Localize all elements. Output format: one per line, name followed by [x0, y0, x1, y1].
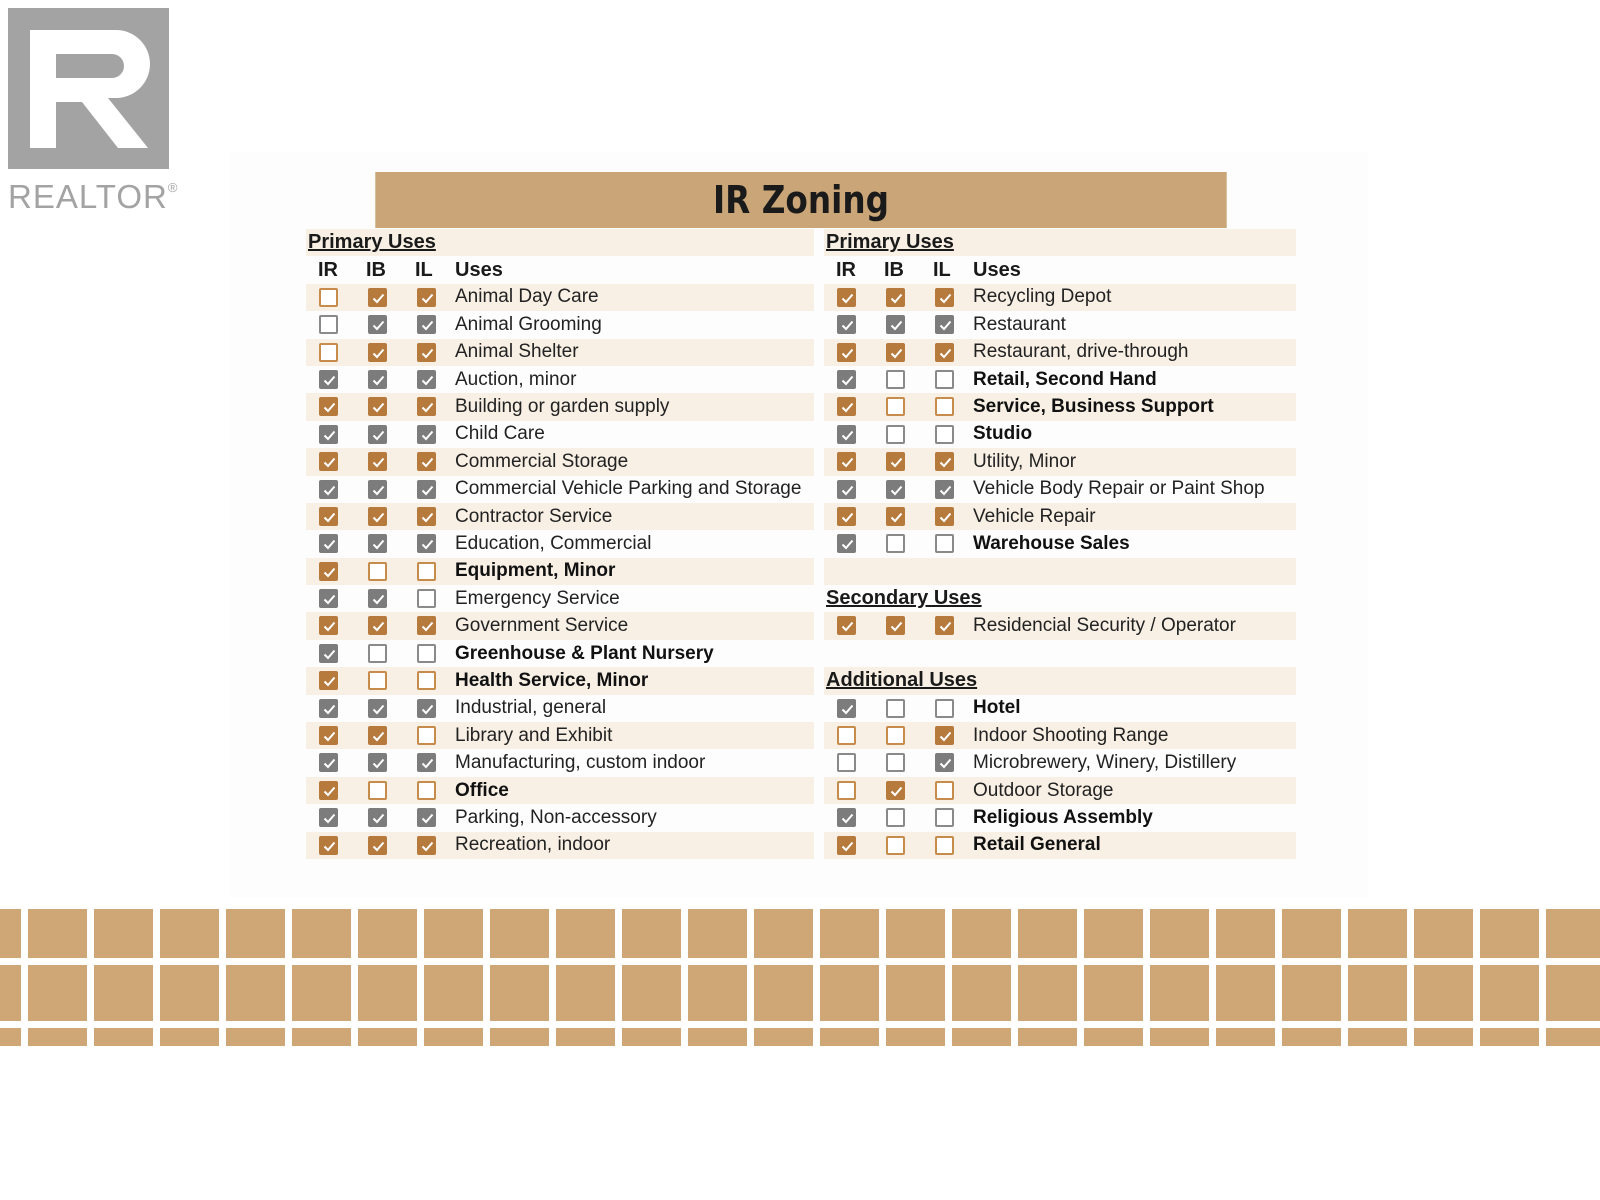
use-row — [824, 339, 1296, 366]
use-label: Warehouse Sales — [973, 532, 1130, 554]
use-row — [824, 476, 1296, 503]
use-row — [306, 722, 814, 749]
checkbox-ib — [368, 370, 387, 389]
tile — [0, 965, 21, 1021]
use-label: Library and Exhibit — [455, 724, 613, 746]
checkbox-ib — [886, 781, 905, 800]
tile — [1150, 1028, 1209, 1046]
checkbox-ib — [368, 836, 387, 855]
checkbox-ir — [319, 397, 338, 416]
checkbox-il — [417, 507, 436, 526]
checkbox-il — [935, 534, 954, 553]
tile — [1480, 965, 1539, 1021]
use-row — [306, 612, 814, 639]
checkbox-ib — [368, 671, 387, 690]
tile — [952, 965, 1011, 1021]
use-row — [306, 749, 814, 776]
use-label: Industrial, general — [455, 697, 607, 719]
use-label: Building or garden supply — [455, 396, 670, 418]
left-column — [306, 229, 814, 859]
use-row — [306, 530, 814, 557]
checkbox-ib — [368, 288, 387, 307]
checkbox-il — [417, 753, 436, 772]
checkbox-il — [935, 397, 954, 416]
tile — [1018, 909, 1077, 958]
use-label: Residencial Security / Operator — [973, 615, 1236, 637]
use-label: Office — [455, 779, 509, 801]
checkbox-ir — [837, 343, 856, 362]
tile — [754, 909, 813, 958]
checkbox-ir — [319, 808, 338, 827]
checkbox-il — [935, 699, 954, 718]
checkbox-il — [417, 397, 436, 416]
use-label: Religious Assembly — [973, 806, 1153, 828]
use-label: Contractor Service — [455, 505, 613, 527]
tile — [490, 909, 549, 958]
checkbox-ir — [319, 480, 338, 499]
realtor-r-mark-icon — [8, 8, 169, 169]
tile — [1546, 965, 1600, 1021]
use-row — [824, 530, 1296, 557]
checkbox-ir — [319, 562, 338, 581]
checkbox-ir — [837, 507, 856, 526]
checkbox-ib — [886, 753, 905, 772]
use-row — [824, 749, 1296, 776]
tile — [1018, 965, 1077, 1021]
checkbox-ib — [368, 452, 387, 471]
use-row — [824, 448, 1296, 475]
use-label: Greenhouse & Plant Nursery — [455, 642, 714, 664]
tile — [556, 965, 615, 1021]
use-row — [824, 366, 1296, 393]
checkbox-ib — [886, 425, 905, 444]
checkbox-ib — [368, 644, 387, 663]
use-row — [306, 476, 814, 503]
use-label: Recreation, indoor — [455, 834, 611, 856]
use-row — [824, 284, 1296, 311]
checkbox-il — [417, 671, 436, 690]
use-label: Commercial Vehicle Parking and Storage — [455, 478, 802, 500]
tile — [1282, 965, 1341, 1021]
use-row — [824, 722, 1296, 749]
use-row — [306, 311, 814, 338]
checkbox-il — [935, 370, 954, 389]
checkbox-ir — [319, 781, 338, 800]
tile — [886, 965, 945, 1021]
checkbox-il — [417, 288, 436, 307]
tile — [28, 1028, 87, 1046]
header-ib: IB — [366, 258, 386, 281]
use-row — [306, 366, 814, 393]
use-row — [306, 503, 814, 530]
left-use-list — [306, 284, 814, 859]
tile — [1084, 965, 1143, 1021]
checkbox-ir — [319, 616, 338, 635]
checkbox-ir — [319, 315, 338, 334]
tile — [160, 965, 219, 1021]
use-row — [306, 777, 814, 804]
checkbox-il — [935, 808, 954, 827]
checkbox-il — [417, 699, 436, 718]
checkbox-ir — [319, 452, 338, 471]
checkbox-ir — [837, 753, 856, 772]
checkbox-ir — [319, 425, 338, 444]
use-row — [306, 804, 814, 831]
checkbox-ir — [837, 452, 856, 471]
checkbox-ib — [368, 781, 387, 800]
tile — [28, 909, 87, 958]
tile — [1216, 909, 1275, 958]
checkbox-il — [417, 808, 436, 827]
checkbox-ib — [368, 589, 387, 608]
checkbox-ir — [319, 699, 338, 718]
tile — [1150, 965, 1209, 1021]
use-label: Education, Commercial — [455, 532, 652, 554]
header-uses: Uses — [455, 258, 503, 281]
checkbox-ir — [319, 726, 338, 745]
checkbox-ir — [837, 781, 856, 800]
use-row — [306, 558, 814, 585]
tile — [1282, 1028, 1341, 1046]
use-row — [306, 640, 814, 667]
checkbox-ib — [368, 397, 387, 416]
checkbox-ib — [368, 699, 387, 718]
checkbox-ib — [368, 480, 387, 499]
checkbox-ir — [837, 480, 856, 499]
tile — [1216, 965, 1275, 1021]
tile — [1018, 1028, 1077, 1046]
use-label: Restaurant — [973, 313, 1066, 335]
tile — [622, 1028, 681, 1046]
header-il: IL — [933, 258, 951, 281]
use-row — [306, 284, 814, 311]
tile — [952, 909, 1011, 958]
tile — [160, 1028, 219, 1046]
checkbox-il — [417, 315, 436, 334]
header-ir: IR — [836, 258, 856, 281]
checkbox-ir — [837, 726, 856, 745]
tile — [358, 1028, 417, 1046]
tile — [1348, 909, 1407, 958]
checkbox-il — [417, 480, 436, 499]
spacer-row — [824, 640, 1296, 667]
use-label: Auction, minor — [455, 368, 577, 390]
checkbox-ir — [837, 534, 856, 553]
checkbox-ib — [886, 507, 905, 526]
checkbox-ib — [368, 726, 387, 745]
checkbox-ir — [319, 671, 338, 690]
tile — [1546, 909, 1600, 958]
use-label: Hotel — [973, 697, 1021, 719]
checkbox-il — [417, 726, 436, 745]
checkbox-ir — [319, 644, 338, 663]
use-row — [306, 339, 814, 366]
header-il: IL — [415, 258, 433, 281]
checkbox-ib — [368, 562, 387, 581]
checkbox-ir — [837, 397, 856, 416]
tile — [556, 1028, 615, 1046]
tile — [556, 909, 615, 958]
use-label: Parking, Non-accessory — [455, 806, 657, 828]
right-secondary-list — [824, 612, 1296, 639]
use-row — [824, 832, 1296, 859]
page-title: IR Zoning — [375, 172, 1226, 228]
use-label: Emergency Service — [455, 587, 620, 609]
header-ir: IR — [318, 258, 338, 281]
checkbox-il — [935, 507, 954, 526]
checkbox-ir — [837, 288, 856, 307]
tile — [1150, 909, 1209, 958]
checkbox-il — [417, 343, 436, 362]
checkbox-il — [935, 288, 954, 307]
checkbox-ib — [886, 616, 905, 635]
use-row — [824, 695, 1296, 722]
tile — [1282, 909, 1341, 958]
tile — [820, 1028, 879, 1046]
tile — [688, 1028, 747, 1046]
tile — [1216, 1028, 1275, 1046]
tile — [688, 909, 747, 958]
use-label: Recycling Depot — [973, 286, 1112, 308]
checkbox-ir — [837, 370, 856, 389]
checkbox-il — [417, 836, 436, 855]
use-label: Vehicle Body Repair or Paint Shop — [973, 478, 1265, 500]
tile-row — [0, 1028, 1600, 1046]
tile — [358, 909, 417, 958]
checkbox-ib — [886, 480, 905, 499]
checkbox-il — [935, 343, 954, 362]
checkbox-il — [417, 781, 436, 800]
tile — [1348, 1028, 1407, 1046]
tile — [754, 1028, 813, 1046]
tile — [424, 965, 483, 1021]
checkbox-il — [935, 315, 954, 334]
checkbox-ib — [886, 343, 905, 362]
checkbox-il — [417, 644, 436, 663]
tile — [424, 909, 483, 958]
use-row — [824, 612, 1296, 639]
checkbox-il — [935, 836, 954, 855]
use-label: Microbrewery, Winery, Distillery — [973, 752, 1237, 774]
tile — [0, 1028, 21, 1046]
checkbox-il — [417, 534, 436, 553]
tile — [160, 909, 219, 958]
use-row — [306, 667, 814, 694]
use-row — [306, 832, 814, 859]
right-additional-list — [824, 695, 1296, 859]
right-column — [824, 229, 1296, 859]
tile — [292, 965, 351, 1021]
checkbox-il — [935, 480, 954, 499]
tile — [226, 1028, 285, 1046]
use-row — [306, 393, 814, 420]
checkbox-ir — [319, 288, 338, 307]
use-label: Equipment, Minor — [455, 560, 616, 582]
checkbox-ir — [319, 343, 338, 362]
checkbox-ib — [368, 425, 387, 444]
column-headers — [306, 256, 814, 283]
tile — [292, 909, 351, 958]
tile — [1414, 909, 1473, 958]
use-row — [306, 421, 814, 448]
use-label: Retail, Second Hand — [973, 368, 1157, 390]
section-heading: Primary Uses — [306, 229, 814, 256]
tile-row — [0, 965, 1600, 1021]
checkbox-ib — [886, 726, 905, 745]
checkbox-ib — [368, 616, 387, 635]
tile — [952, 1028, 1011, 1046]
tile — [622, 965, 681, 1021]
checkbox-il — [417, 616, 436, 635]
tile — [820, 909, 879, 958]
use-label: Manufacturing, custom indoor — [455, 752, 706, 774]
tile — [424, 1028, 483, 1046]
use-label: Utility, Minor — [973, 450, 1077, 472]
use-label: Outdoor Storage — [973, 779, 1114, 801]
tile — [226, 909, 285, 958]
checkbox-ib — [886, 699, 905, 718]
use-label: Indoor Shooting Range — [973, 724, 1169, 746]
header-uses: Uses — [973, 258, 1021, 281]
checkbox-ib — [886, 836, 905, 855]
checkbox-ir — [319, 753, 338, 772]
tile — [94, 909, 153, 958]
checkbox-ir — [319, 370, 338, 389]
checkbox-ib — [886, 370, 905, 389]
use-row — [824, 311, 1296, 338]
tile — [1084, 1028, 1143, 1046]
tile — [226, 965, 285, 1021]
realtor-logo — [8, 8, 188, 218]
tile — [1480, 909, 1539, 958]
tile — [1414, 965, 1473, 1021]
tile — [358, 965, 417, 1021]
use-row — [824, 421, 1296, 448]
tile — [622, 909, 681, 958]
tile — [1480, 1028, 1539, 1046]
checkbox-ib — [886, 288, 905, 307]
use-row — [824, 777, 1296, 804]
checkbox-il — [935, 781, 954, 800]
use-row — [306, 448, 814, 475]
tile — [490, 965, 549, 1021]
checkbox-ir — [837, 315, 856, 334]
section-heading: Secondary Uses — [826, 587, 982, 610]
use-label: Service, Business Support — [973, 396, 1214, 418]
checkbox-il — [935, 753, 954, 772]
use-row — [306, 585, 814, 612]
tile — [28, 965, 87, 1021]
checkbox-ib — [886, 397, 905, 416]
column-headers — [824, 256, 1296, 283]
checkbox-il — [935, 726, 954, 745]
checkbox-il — [935, 425, 954, 444]
tile — [292, 1028, 351, 1046]
tile — [688, 965, 747, 1021]
checkbox-ib — [886, 315, 905, 334]
tile — [820, 965, 879, 1021]
use-label: Retail General — [973, 834, 1101, 856]
spacer-row — [824, 558, 1296, 585]
checkbox-ir — [837, 699, 856, 718]
tile — [1414, 1028, 1473, 1046]
checkbox-ib — [368, 343, 387, 362]
section-heading: Additional Uses — [824, 667, 1296, 694]
use-label: Restaurant, drive-through — [973, 341, 1189, 363]
checkbox-il — [417, 589, 436, 608]
checkbox-il — [935, 616, 954, 635]
use-label: Studio — [973, 423, 1033, 445]
checkbox-il — [417, 425, 436, 444]
realtor-wordmark: REALTOR® — [8, 178, 179, 215]
tile — [0, 909, 21, 958]
checkbox-ib — [368, 315, 387, 334]
use-label: Child Care — [455, 423, 545, 445]
decorative-tile-band — [0, 909, 1600, 1049]
tile — [94, 965, 153, 1021]
use-label: Vehicle Repair — [973, 505, 1096, 527]
use-row — [306, 695, 814, 722]
checkbox-il — [935, 452, 954, 471]
checkbox-il — [417, 452, 436, 471]
tile — [1084, 909, 1143, 958]
right-primary-list — [824, 284, 1296, 558]
tile — [886, 909, 945, 958]
checkbox-ib — [886, 452, 905, 471]
tile — [886, 1028, 945, 1046]
tile — [94, 1028, 153, 1046]
tile — [754, 965, 813, 1021]
header-ib: IB — [884, 258, 904, 281]
tile — [1546, 1028, 1600, 1046]
checkbox-ib — [886, 534, 905, 553]
checkbox-ir — [837, 836, 856, 855]
checkbox-il — [417, 562, 436, 581]
checkbox-ib — [368, 753, 387, 772]
checkbox-ir — [319, 534, 338, 553]
use-label: Animal Day Care — [455, 286, 599, 308]
section-heading: Primary Uses — [824, 229, 1296, 256]
use-label: Animal Shelter — [455, 341, 579, 363]
use-label: Commercial Storage — [455, 450, 629, 472]
use-label: Animal Grooming — [455, 313, 602, 335]
checkbox-ir — [319, 507, 338, 526]
checkbox-ib — [368, 507, 387, 526]
checkbox-ib — [368, 534, 387, 553]
use-row — [824, 503, 1296, 530]
tile-row — [0, 909, 1600, 958]
checkbox-ir — [837, 616, 856, 635]
use-row — [824, 804, 1296, 831]
checkbox-ir — [837, 808, 856, 827]
checkbox-ir — [319, 589, 338, 608]
use-label: Government Service — [455, 615, 629, 637]
checkbox-ir — [319, 836, 338, 855]
use-label: Health Service, Minor — [455, 669, 649, 691]
tile — [490, 1028, 549, 1046]
tile — [1348, 965, 1407, 1021]
checkbox-il — [417, 370, 436, 389]
use-row — [824, 393, 1296, 420]
checkbox-ib — [886, 808, 905, 827]
checkbox-ib — [368, 808, 387, 827]
checkbox-ir — [837, 425, 856, 444]
